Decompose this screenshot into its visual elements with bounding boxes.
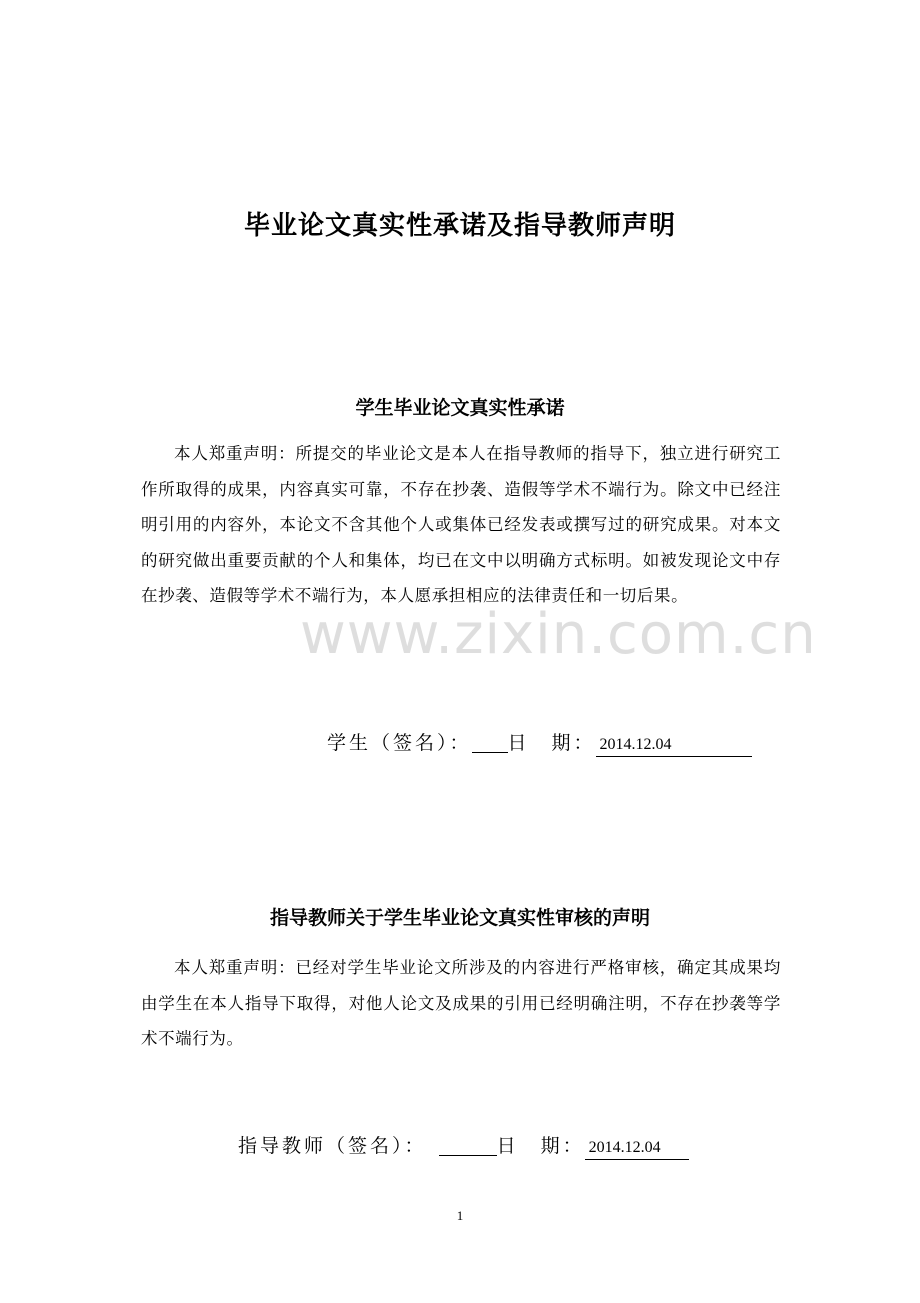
student-signature-blank [472,730,508,753]
student-date-value: 2014.12.04 [596,734,752,757]
student-signature-label: 学生（签名）： [327,732,472,754]
advisor-signature-row [238,1131,689,1161]
watermark: www.zixin.com.cn [300,602,817,667]
advisor-date-value: 2014.12.04 [585,1137,689,1160]
student-signature-row [327,728,752,758]
student-date-label: 日 期： [507,732,596,754]
page-number: 1 [456,1208,464,1223]
advisor-declaration-paragraph: 本人郑重声明：已经对学生毕业论文所涉及的内容进行严格审核，确定其成果均由学生在本人指导下取得，对他人论文及成果的引用已经明确注明，不存在抄袭等学术不端行为。 [141,958,781,1048]
page-title: 毕业论文真实性承诺及指导教师声明 [243,211,676,241]
student-section-title: 学生毕业论文真实性承诺 [355,397,565,419]
student-declaration-paragraph: 本人郑重声明：所提交的毕业论文是本人在指导教师的指导下，独立进行研究工作所取得的成果，内容真实可靠，不存在抄袭、造假等学术不端行为。除文中已经注明引用的内容外，本论文不含其他个人或集体已经发表或撰写过的研究成果。对本文的研究做出重要贡献的个人和集体，均已在文中以明确方式标明。如被发现论文中存在抄袭、造假等学术不端行为，本人愿承担相应的法律责任和一切后果。 [141,444,781,605]
advisor-section-title: 指导教师关于学生毕业论文真实性审核的声明 [269,907,650,929]
advisor-signature-blank [439,1133,497,1156]
advisor-signature-label: 指导教师（签名）： [238,1135,427,1157]
advisor-date-label: 日 期： [496,1135,585,1157]
